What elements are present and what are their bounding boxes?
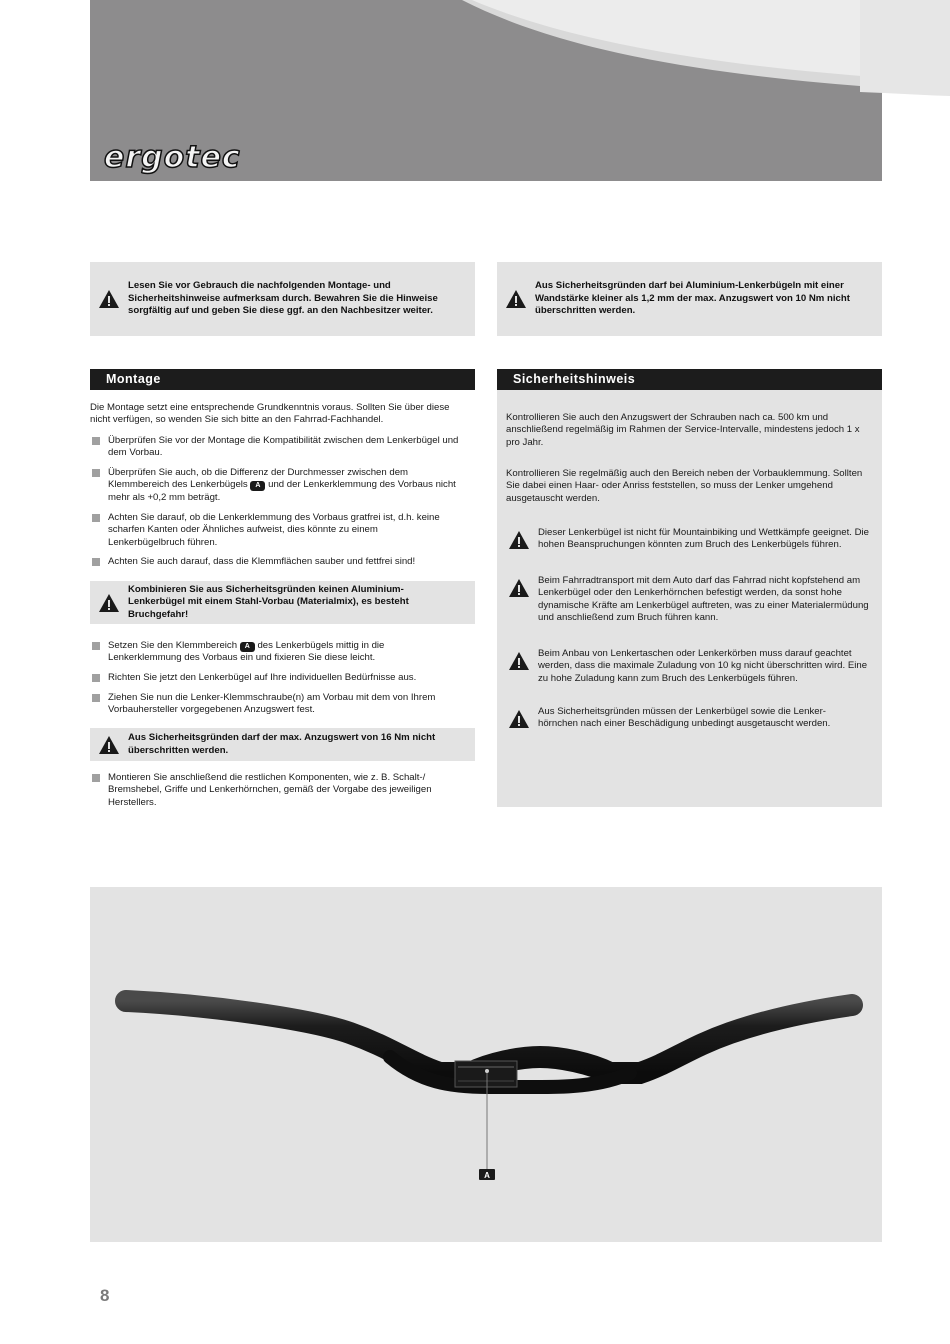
list-item: Überprüfen Sie vor der Montage die Kompatibilität zwischen dem Lenkerbügel und dem Vorbau. (92, 435, 467, 460)
bullet-marker (92, 558, 100, 566)
bullet-marker (92, 514, 100, 522)
safety-note: Beim Fahrradtransport mit dem Auto darf das Fahrrad nicht kopfstehend am Lenkerbügel oder den Lenkerhörnchen befestigt werden, da sonst hohe dynamische Kräfte am Lenkerbügel auftreten, was zu einer Materialermüdung und anschließend zum Bruch führen kann. (508, 575, 878, 625)
list-item: Setzen Sie den Klemmbereich A des Lenkerbügels mittig in die Lenkerklemmung des Vorbaus ein und fixieren Sie diese leicht. (92, 640, 467, 665)
brand-logo: ergotec (104, 140, 241, 175)
callout-badge: A (240, 642, 255, 652)
bullet-marker (92, 674, 100, 682)
warning-icon (98, 289, 120, 309)
notice-read-before-use (90, 262, 475, 336)
list-item: Achten Sie auch darauf, dass die Klemmflächen sauber und fettfrei sind! (92, 556, 467, 568)
list-item: Richten Sie jetzt den Lenkerbügel auf Ihre individuellen Bedürfnisse aus. (92, 672, 467, 684)
notice-text: Lesen Sie vor Gebrauch die nachfolgenden Montage- und Sicherheitshinweise aufmerksam durch. Bewahren Sie die Hinweise sorgfältig auf und geben Sie diese ggf. an den Nachbesitzer weiter. (128, 280, 438, 317)
safety-note: Beim Anbau von Lenkertaschen oder Lenkerkörben muss darauf geachtet werden, dass die maximale Zuladung von 10 kg nicht überschritten wird. Eine zu hohe Zuladung kann zum Bruch des Lenkerbügels führen. (508, 648, 878, 685)
warning-icon (508, 651, 530, 671)
notice-text: Aus Sicherheitsgründen darf bei Aluminium-Lenkerbügeln mit einer Wandstärke kleiner als 1,2 mm der max. Anzugswert von 10 Nm nicht überschritten werden. (535, 280, 850, 317)
notice-aluminium-wall (497, 262, 882, 336)
list-item: Ziehen Sie nun die Lenker-Klemmschraube(n) am Vorbau mit dem von Ihrem Vorbauhersteller vorgegebenen Anzugswert fest. (92, 692, 467, 717)
bullet-marker (92, 437, 100, 445)
warning-icon (508, 709, 530, 729)
safety-paragraph-2: Kontrollieren Sie regelmäßig auch den Bereich neben der Vorbauklemmung. Sollten Sie dabei einen Haar- oder Anriss feststellen, so muss der Lenker umgehend ausgetauscht werden. (506, 468, 863, 504)
warning-icon (505, 289, 527, 309)
warning-text: Kombinieren Sie aus Sicherheitsgründen keinen Aluminium-Lenkerbügel mit einem Stahl-Vorbau (Materialmix), es besteht Bruchgefahr! (128, 583, 409, 620)
handlebar-illustration (90, 887, 882, 1242)
safety-paragraph-1: Kontrollieren Sie auch den Anzugswert der Schrauben nach ca. 500 km und anschließend regelmäßig im Rahmen der Service-Intervalle, mindestens jedoch 1 x pro Jahr. (506, 412, 860, 448)
list-item: Montieren Sie anschließend die restlichen Komponenten, wie z. B. Schalt-/ Bremshebel, Griffe und Lenkerhörnchen, gemäß der Vorgabe des jeweiligen Herstellers. (92, 772, 467, 809)
safety-heading: Sicherheitshinweis (497, 369, 882, 390)
warning-icon (508, 578, 530, 598)
header-swoosh-tail (860, 0, 950, 100)
handlebar-figure-panel (90, 887, 882, 1242)
callout-badge: A (250, 481, 265, 491)
warning-icon (98, 593, 120, 613)
page-number: 8 (100, 1286, 110, 1305)
warning-icon (508, 530, 530, 550)
montage-heading: Montage (90, 369, 475, 390)
callout-label: A (484, 1171, 490, 1180)
montage-intro: Die Montage setzt eine entsprechende Grundkenntnis voraus. Sollten Sie über diese nicht verfügen, so wenden Sie sich bitte an den Fahrrad-Fachhandel. (90, 402, 450, 426)
list-item: Überprüfen Sie auch, ob die Differenz der Durchmesser zwischen dem Klemmbereich des Lenkerbügels A und der Lenkerklemmung des Vorbaus nicht mehr als +0,2 mm beträgt. (92, 467, 467, 504)
bullet-marker (92, 469, 100, 477)
warning-text: Aus Sicherheitsgründen darf der max. Anzugswert von 16 Nm nicht überschritten werden. (128, 732, 436, 756)
bullet-marker (92, 774, 100, 782)
warning-max-torque (90, 728, 475, 761)
bullet-marker (92, 642, 100, 650)
safety-note: Dieser Lenkerbügel ist nicht für Mountainbiking und Wettkämpfe geeignet. Die hohen Beanspruchungen könnten zum Bruch des Lenkerbügels führen. (508, 527, 878, 552)
list-item: Achten Sie darauf, ob die Lenkerklemmung des Vorbaus gratfrei ist, d.h. keine scharfen Kanten oder Ähnliches aufweist, dies könnte zu einem Lenkerbügelbruch führen. (92, 512, 467, 549)
safety-note: Aus Sicherheitsgründen müssen der Lenkerbügel sowie die Lenker-hörnchen nach einer Beschädigung unbedingt ausgetauscht werden. (508, 706, 878, 731)
warning-material-mix (90, 581, 475, 624)
bullet-marker (92, 694, 100, 702)
warning-icon (98, 735, 120, 755)
